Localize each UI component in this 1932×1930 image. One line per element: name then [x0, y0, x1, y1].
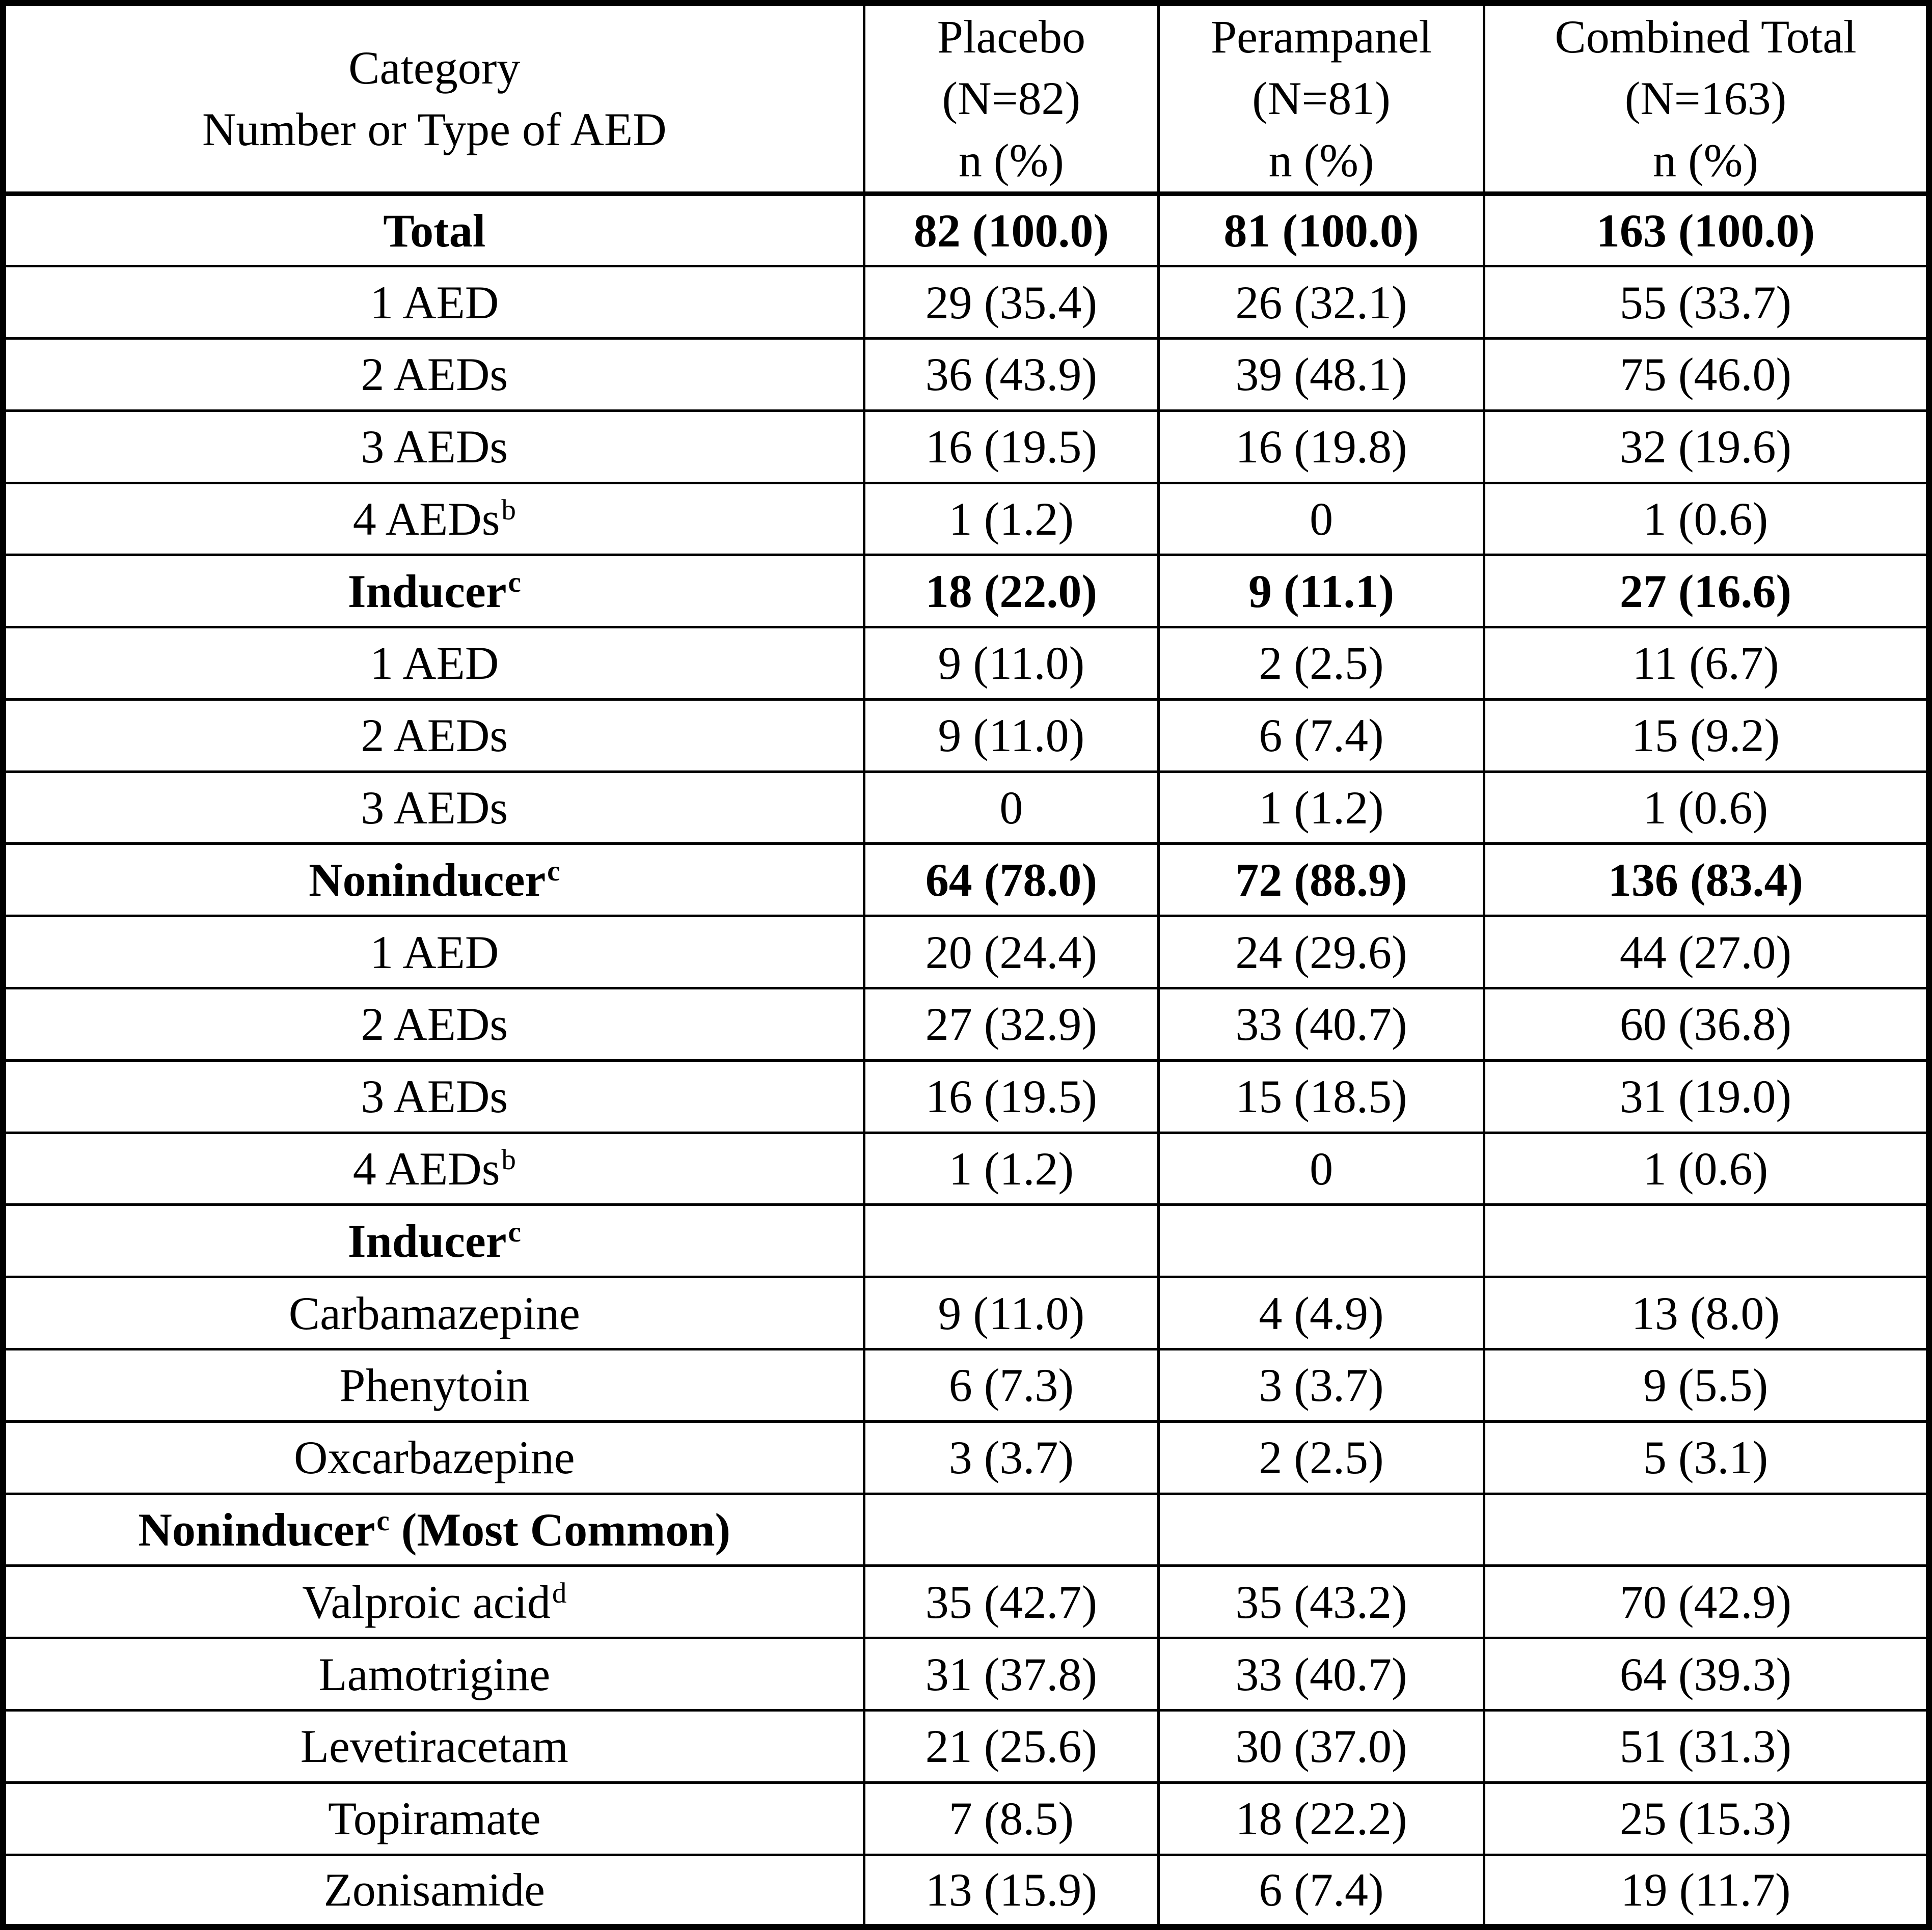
value-cell	[864, 1205, 1158, 1277]
row-label-cell	[3, 771, 864, 844]
row-label: Valproic acid	[302, 1576, 551, 1628]
value-cell: 1 (0.6)	[1484, 483, 1929, 555]
value-cell: 82 (100.0)	[864, 194, 1158, 266]
table-row	[3, 1566, 1929, 1638]
table-row	[3, 1349, 1929, 1422]
header-category-line1: Category	[348, 41, 521, 94]
table-row	[3, 988, 1929, 1061]
row-label: 2 AEDs	[361, 348, 508, 401]
row-label: Inducer	[347, 565, 507, 617]
value-cell: 35 (42.7)	[864, 1566, 1158, 1638]
table-row	[3, 1638, 1929, 1711]
value-cell: 18 (22.2)	[1159, 1782, 1484, 1855]
value-cell: 15 (9.2)	[1484, 699, 1929, 771]
value-cell	[1484, 1205, 1929, 1277]
table-row	[3, 1205, 1929, 1277]
value-cell: 2 (2.5)	[1159, 627, 1484, 700]
value-cell: 9 (11.0)	[864, 627, 1158, 700]
value-cell: 1 (0.6)	[1484, 771, 1929, 844]
row-label-cell	[3, 555, 864, 627]
row-label-cell	[3, 194, 864, 266]
value-cell: 26 (32.1)	[1159, 266, 1484, 339]
value-cell: 0	[1159, 1133, 1484, 1205]
value-cell: 51 (31.3)	[1484, 1711, 1929, 1783]
row-label-cell	[3, 699, 864, 771]
value-cell: 60 (36.8)	[1484, 988, 1929, 1061]
row-label-cell	[3, 627, 864, 700]
value-cell: 30 (37.0)	[1159, 1711, 1484, 1783]
value-cell: 1 (1.2)	[864, 1133, 1158, 1205]
value-cell: 3 (3.7)	[864, 1421, 1158, 1494]
value-cell: 18 (22.0)	[864, 555, 1158, 627]
header-category-line2: Number or Type of AED	[202, 103, 667, 156]
header-placebo-n: (N=82)	[942, 72, 1081, 125]
header-perampanel	[1159, 3, 1484, 194]
row-label-cell	[3, 483, 864, 555]
value-cell: 31 (19.0)	[1484, 1060, 1929, 1133]
header-combined-total	[1484, 3, 1929, 194]
row-label-cell	[3, 1566, 864, 1638]
value-cell: 6 (7.4)	[1159, 1855, 1484, 1927]
table-row	[3, 1711, 1929, 1783]
footnote-marker: c	[376, 1505, 390, 1537]
row-label-cell	[3, 1060, 864, 1133]
header-row	[3, 3, 1929, 194]
table-row	[3, 771, 1929, 844]
table-row	[3, 194, 1929, 266]
row-label: 2 AEDs	[361, 998, 508, 1051]
table-header	[3, 3, 1929, 194]
value-cell: 4 (4.9)	[1159, 1277, 1484, 1349]
row-label-cell	[3, 1133, 864, 1205]
row-label: Noninducer	[309, 853, 546, 906]
table-row	[3, 916, 1929, 988]
row-label-cell	[3, 1782, 864, 1855]
value-cell: 64 (78.0)	[864, 844, 1158, 916]
row-label: 1 AED	[370, 926, 499, 978]
table-row	[3, 1782, 1929, 1855]
row-label-cell	[3, 1421, 864, 1494]
value-cell: 2 (2.5)	[1159, 1421, 1484, 1494]
value-cell: 11 (6.7)	[1484, 627, 1929, 700]
value-cell: 35 (43.2)	[1159, 1566, 1484, 1638]
value-cell: 3 (3.7)	[1159, 1349, 1484, 1422]
value-cell	[1484, 1494, 1929, 1566]
header-perampanel-name: Perampanel	[1210, 11, 1432, 63]
footnote-marker: c	[547, 855, 560, 888]
row-label: Levetiracetam	[300, 1720, 568, 1773]
footnote-marker: b	[501, 494, 516, 527]
row-label-cell	[3, 410, 864, 483]
table-row	[3, 1494, 1929, 1566]
value-cell: 0	[864, 771, 1158, 844]
value-cell: 163 (100.0)	[1484, 194, 1929, 266]
value-cell: 9 (5.5)	[1484, 1349, 1929, 1422]
row-label-cell	[3, 338, 864, 410]
value-cell: 6 (7.3)	[864, 1349, 1158, 1422]
table-row	[3, 483, 1929, 555]
value-cell: 70 (42.9)	[1484, 1566, 1929, 1638]
value-cell: 31 (37.8)	[864, 1638, 1158, 1711]
value-cell: 36 (43.9)	[864, 338, 1158, 410]
value-cell: 33 (40.7)	[1159, 988, 1484, 1061]
row-label: 1 AED	[370, 276, 499, 328]
footnote-marker: d	[552, 1577, 567, 1610]
row-label-cell	[3, 916, 864, 988]
table-row	[3, 1060, 1929, 1133]
value-cell: 1 (1.2)	[864, 483, 1158, 555]
table-row	[3, 338, 1929, 410]
value-cell: 136 (83.4)	[1484, 844, 1929, 916]
value-cell: 9 (11.0)	[864, 1277, 1158, 1349]
value-cell: 64 (39.3)	[1484, 1638, 1929, 1711]
value-cell: 13 (8.0)	[1484, 1277, 1929, 1349]
table-row	[3, 1855, 1929, 1927]
row-label: 3 AEDs	[361, 782, 508, 834]
value-cell: 20 (24.4)	[864, 916, 1158, 988]
header-category	[3, 3, 864, 194]
value-cell: 13 (15.9)	[864, 1855, 1158, 1927]
row-label-cell	[3, 1349, 864, 1422]
value-cell: 32 (19.6)	[1484, 410, 1929, 483]
value-cell: 44 (27.0)	[1484, 916, 1929, 988]
table-row	[3, 1133, 1929, 1205]
value-cell: 15 (18.5)	[1159, 1060, 1484, 1133]
value-cell: 27 (32.9)	[864, 988, 1158, 1061]
header-perampanel-unit: n (%)	[1268, 134, 1374, 186]
table-row	[3, 627, 1929, 700]
row-label-cell	[3, 988, 864, 1061]
table-row	[3, 410, 1929, 483]
row-label: Oxcarbazepine	[293, 1431, 575, 1484]
row-label-cell	[3, 1205, 864, 1277]
table-row	[3, 555, 1929, 627]
table-body	[3, 194, 1929, 1927]
header-perampanel-n: (N=81)	[1252, 72, 1391, 125]
value-cell	[1159, 1205, 1484, 1277]
footnote-marker: c	[508, 1216, 521, 1249]
value-cell: 16 (19.5)	[864, 410, 1158, 483]
header-combined-name: Combined Total	[1555, 11, 1857, 63]
row-label: Inducer	[347, 1215, 507, 1267]
value-cell: 0	[1159, 483, 1484, 555]
row-label-cell	[3, 1855, 864, 1927]
row-label-cell	[3, 1277, 864, 1349]
value-cell: 21 (25.6)	[864, 1711, 1158, 1783]
row-label: Lamotrigine	[318, 1648, 551, 1700]
row-label: Topiramate	[328, 1793, 541, 1845]
value-cell: 6 (7.4)	[1159, 699, 1484, 771]
row-label: Phenytoin	[339, 1359, 530, 1412]
header-placebo	[864, 3, 1158, 194]
row-label: 3 AEDs	[361, 1070, 508, 1123]
value-cell: 5 (3.1)	[1484, 1421, 1929, 1494]
value-cell: 39 (48.1)	[1159, 338, 1484, 410]
footnote-marker: b	[501, 1144, 516, 1176]
row-label: 4 AEDs	[352, 492, 500, 545]
value-cell: 33 (40.7)	[1159, 1638, 1484, 1711]
value-cell: 19 (11.7)	[1484, 1855, 1929, 1927]
row-label: 3 AEDs	[361, 421, 508, 473]
table-row	[3, 699, 1929, 771]
table-row	[3, 1421, 1929, 1494]
value-cell: 9 (11.0)	[864, 699, 1158, 771]
row-label-suffix: (Most Common)	[389, 1504, 731, 1556]
value-cell: 7 (8.5)	[864, 1782, 1158, 1855]
value-cell: 24 (29.6)	[1159, 916, 1484, 988]
header-placebo-name: Placebo	[937, 11, 1085, 63]
row-label-cell	[3, 266, 864, 339]
row-label: Zonisamide	[323, 1864, 545, 1916]
value-cell: 81 (100.0)	[1159, 194, 1484, 266]
value-cell: 16 (19.5)	[864, 1060, 1158, 1133]
value-cell: 75 (46.0)	[1484, 338, 1929, 410]
row-label: Total	[383, 204, 486, 257]
row-label-cell	[3, 1711, 864, 1783]
header-combined-unit: n (%)	[1653, 134, 1758, 186]
value-cell: 1 (1.2)	[1159, 771, 1484, 844]
table-row	[3, 266, 1929, 339]
value-cell: 29 (35.4)	[864, 266, 1158, 339]
row-label-cell	[3, 1638, 864, 1711]
row-label: 4 AEDs	[352, 1143, 500, 1195]
row-label-cell	[3, 1494, 864, 1566]
value-cell: 55 (33.7)	[1484, 266, 1929, 339]
row-label: 1 AED	[370, 637, 499, 690]
header-combined-n: (N=163)	[1624, 72, 1787, 125]
value-cell: 25 (15.3)	[1484, 1782, 1929, 1855]
value-cell: 9 (11.1)	[1159, 555, 1484, 627]
row-label: Carbamazepine	[288, 1287, 580, 1339]
row-label: 2 AEDs	[361, 709, 508, 762]
value-cell	[1159, 1494, 1484, 1566]
value-cell	[864, 1494, 1158, 1566]
value-cell: 16 (19.8)	[1159, 410, 1484, 483]
row-label: Noninducer	[138, 1504, 375, 1556]
row-label-cell	[3, 844, 864, 916]
value-cell: 72 (88.9)	[1159, 844, 1484, 916]
table-row	[3, 844, 1929, 916]
value-cell: 27 (16.6)	[1484, 555, 1929, 627]
footnote-marker: c	[508, 566, 521, 599]
value-cell: 1 (0.6)	[1484, 1133, 1929, 1205]
table-row	[3, 1277, 1929, 1349]
header-placebo-unit: n (%)	[958, 134, 1064, 186]
